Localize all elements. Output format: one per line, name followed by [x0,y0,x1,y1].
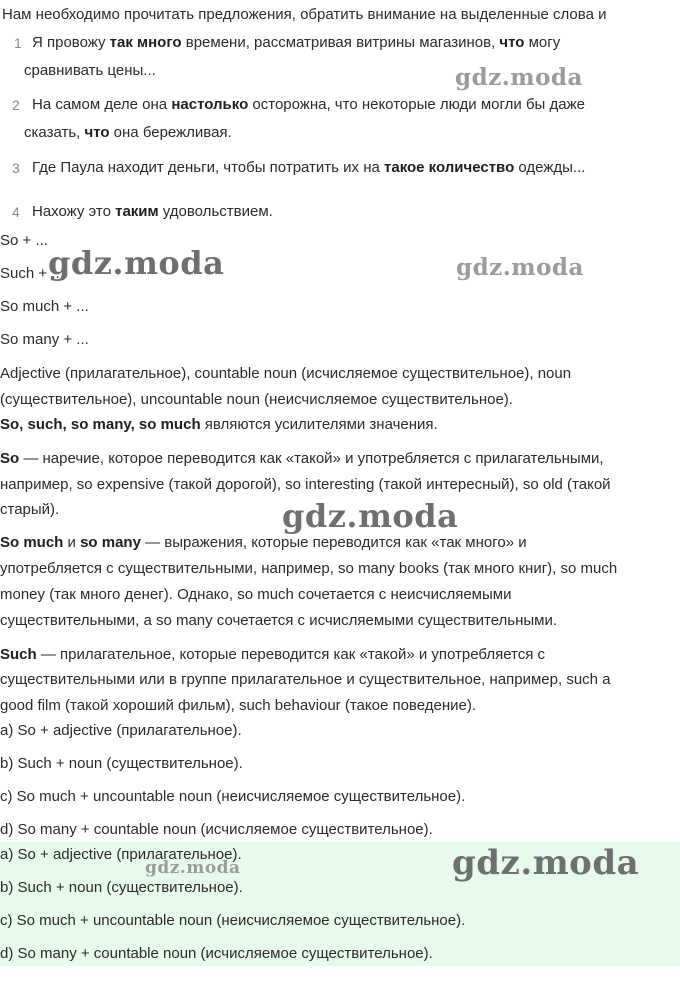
answer-rule-a: a) So + adjective (прилагательное). [0,846,242,863]
rule-d: d) So many + countable noun (исчисляемое существительное). [0,821,433,838]
item-1-line-2: сравнивать цены... [24,62,156,79]
pattern-so-much: So much + ... [0,298,89,315]
bold-text: такое количество [384,159,515,176]
watermark: gdz.moda [452,843,640,883]
watermark: gdz.moda [456,254,584,281]
bold-text: таким [115,203,159,220]
watermark: gdz.moda [282,497,459,535]
rule-b: b) Such + noun (существительное). [0,755,243,772]
intensifiers-text: So, such, so many, so much являются усилителями значения. [0,416,438,433]
much-para-4: существительными, а so many сочетается с исчисляемыми существительными. [0,612,558,629]
rule-a: a) So + adjective (прилагательное). [0,722,242,739]
item-3-line-1: Где Паула находит деньги, чтобы потратить их на такое количество одежды... [32,159,586,176]
bold-text: что [499,34,525,51]
bold-text: Such [0,646,37,663]
pattern-such: Such + ... [0,265,64,282]
answer-rule-d: d) So many + countable noun (исчисляемое существительное). [0,945,433,962]
bold-text: настолько [171,96,249,113]
so-para-2: например, so expensive (такой дорогой), so interesting (такой интересный), so old (такой [0,476,611,493]
item-2-line-1: На самом деле она настолько осторожна, что некоторые люди могли бы даже [32,96,585,113]
options-line-2: (существительное), uncountable noun (неисчисляемое существительное). [0,391,513,408]
answer-rule-c: c) So much + uncountable noun (неисчисляемое существительное). [0,912,466,929]
much-para-1: So much и so many — выражения, которые переводится как «так много» и [0,534,527,551]
so-para-3: старый). [0,501,60,518]
intro-text: Нам необходимо прочитать предложения, обратить внимание на выделенные слова и [2,6,607,23]
watermark: gdz.moda [48,244,225,282]
watermark: gdz.moda [145,858,241,878]
much-para-3: money (так много денег). Однако, so much сочетается с неисчисляемыми [0,586,512,603]
options-line-1: Adjective (прилагательное), countable noun (исчисляемое существительное), noun [0,365,572,382]
item-number: 2 [12,97,20,113]
item-number: 3 [12,160,20,176]
rule-c: c) So much + uncountable noun (неисчисляемое существительное). [0,788,466,805]
bold-text: so many [80,534,141,551]
item-number: 4 [12,204,20,220]
so-para-1: So — наречие, которое переводится как «такой» и употребляется с прилагательными, [0,450,604,467]
item-2-line-2: сказать, что она бережливая. [24,124,232,141]
pattern-so: So + ... [0,232,48,249]
bold-text: так много [109,34,182,51]
item-1-line-1: Я провожу так много времени, рассматривая витрины магазинов, что могу [32,34,561,51]
item-number: 1 [14,35,22,51]
bold-text: что [84,124,110,141]
watermark: gdz.moda [455,64,583,91]
such-para-1: Such — прилагательное, которые переводится как «такой» и употребляется с [0,646,546,663]
much-para-2: употребляется с существительными, например, so many books (так много книг), so much [0,560,618,577]
answer-rule-b: b) Such + noun (существительное). [0,879,243,896]
such-para-3: good film (такой хороший фильм), such behaviour (такое поведение). [0,697,477,714]
such-para-2: существительными или в группе прилагательное и существительное, например, such a [0,671,611,688]
bold-text: So much [0,534,64,551]
bold-text: So, such, so many, so much [0,416,201,433]
pattern-so-many: So many + ... [0,331,89,348]
item-4-line-1: Нахожу это таким удовольствием. [32,203,273,220]
bold-text: So [0,450,20,467]
